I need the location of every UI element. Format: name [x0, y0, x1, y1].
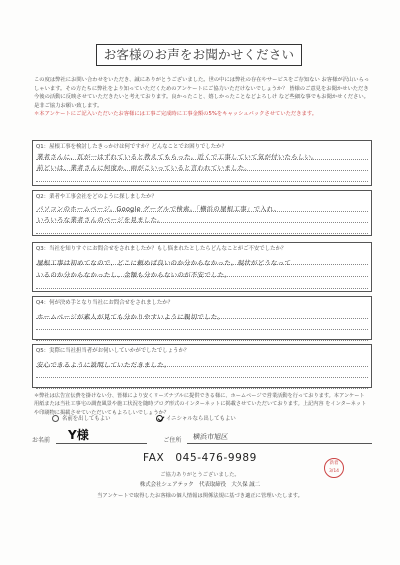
question-5-label: Q5：実際に当社担当者がお伺いしていかがでしたでしょうか？ — [36, 348, 190, 354]
question-4-box — [32, 296, 372, 340]
question-3-label: Q3：当社を知りすぐにお問合せをされましたか？もし悩まれたとしたらどんなことがご不安でしたか？ — [36, 246, 287, 252]
name-field[interactable] — [56, 430, 147, 444]
customer-info-row — [32, 428, 372, 444]
intro-body: この度は弊社にお問い合わせをいただき、誠にありがとうございました。世の中には弊社の存在やサービスをご存知ない お客様が沢山いらっしゃいます。その方たちに弊社をより知っていただくためのアンケートにご協力いただけないでしょうか？ 皆様のご意見をお聞かせいただき今後の活動に反映させていただきたいと考えております。良かったこと、嬉しかったことなどよろしけ など些細な事でもお聞かせください。是非ご協力お願い致します。 — [34, 77, 370, 109]
question-5-answer-line-1: 安心できるように説明していただきました。 — [36, 361, 172, 369]
question-4-answer-line-1: ホームページが素人が見ても分かりやすいように親切でした。 — [36, 313, 225, 321]
question-3-box — [32, 242, 372, 292]
question-2-answer-line-2: いろいろな業者さんのページを見ました。 — [36, 216, 165, 224]
name-value: Y様 — [68, 428, 89, 442]
question-3-answer-line-2: いるのか分からなかったし、金額も分からないのが不安でした。 — [36, 271, 232, 279]
question-5-box — [32, 344, 372, 388]
name-label: お名前 — [32, 437, 51, 444]
option-initial-ok-label: イニシャルなら出してもよい — [166, 416, 236, 422]
option-name-ok[interactable] — [52, 414, 111, 422]
publish-consent-text: ＊弊社は広告宣伝費を掛けない分、皆様により安くリーズナブルに提供できる様に、ホームページで営業活動を行っております。本アンケート 用紙または当社工事宅の調査風景や施工状況を随時ブログ形式のインターネットに掲載させていただいております。上記内容 をインターネットや印刷物に掲載させていただいてもよろしいでしょうか？ — [34, 393, 367, 416]
cashback-note: ＊本アンケートにご記入いただいたお客様には工事ご完成時に工事金額の5%をキャッシュバックさせていただきます。 — [34, 111, 317, 118]
question-3-answer-line-1: 屋根工事は初めてなので、どこに頼めば良いのか分からなかった。現状がどうなって — [36, 259, 292, 267]
intro-text — [34, 76, 370, 119]
option-initial-ok[interactable] — [156, 414, 236, 422]
radio-initial-ok[interactable] — [156, 415, 163, 422]
address-field[interactable] — [187, 430, 372, 444]
question-1-answer-line-1: 業者さんに、瓦が一はずれていると教えてもらった。近くで工事していて気が付いたらしい。 — [36, 153, 319, 161]
question-1-box — [32, 140, 372, 186]
question-1-answer-line-2: 前どいは、業者さんに何度か、雨がこいっていると言われていました。 — [36, 164, 252, 172]
address-value: 横浜市旭区 — [192, 433, 229, 441]
question-2-label: Q2：業者や工事会社をどのように探しましたか？ — [36, 194, 157, 200]
question-2-answer-line-1: パソコンのホームページ。Google グーグルで検索。「横浜の屋根工事」で入れ、 — [36, 205, 282, 213]
option-name-ok-label: 名前を出してもよい — [62, 416, 111, 422]
question-2-box — [32, 190, 372, 236]
address-label: ご住所 — [163, 437, 182, 444]
privacy-note: 当アンケートで取得したお客様の個人情報は関係法規に基づき適正に管理いたします。 — [97, 493, 303, 499]
question-1-label: Q1：屋根工事を検討したきっかけは何ですか？どんなことでお困りでしたか？ — [36, 144, 227, 150]
thanks-text: ご協力ありがとうございました。 — [160, 472, 240, 478]
received-stamp: 新着 3/14 — [324, 458, 344, 478]
page-title: お客様のお声をお聞かせください — [96, 44, 302, 66]
radio-name-ok[interactable] — [52, 415, 59, 422]
question-4-label: Q4：何が決め手となり当社にお問合せをされましたか？ — [36, 300, 174, 306]
fax-number: FAX 045-476-9989 — [143, 452, 257, 464]
company-name: 株式会社シェアテック 代表取締役 大久保 誠二 — [139, 482, 261, 488]
